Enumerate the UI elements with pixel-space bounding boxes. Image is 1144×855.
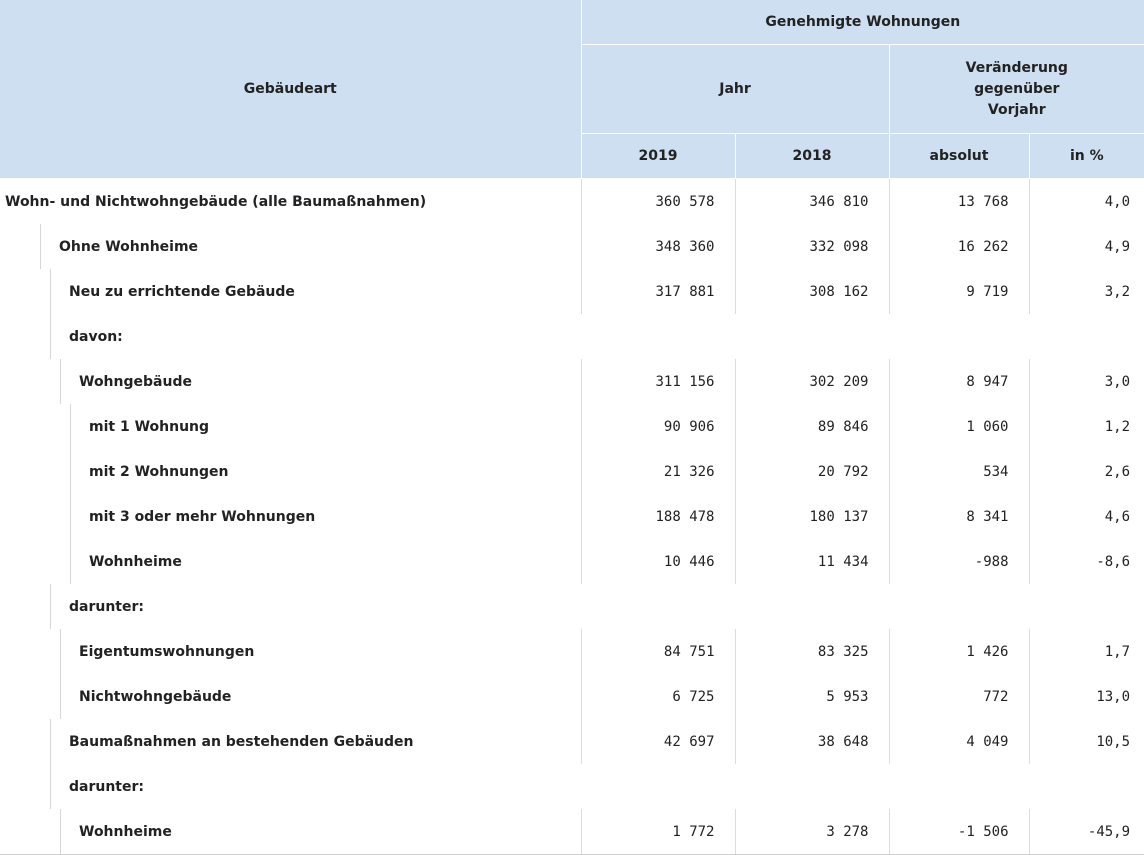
value-percent-change: 13,0 xyxy=(1029,674,1144,719)
row-label: darunter: xyxy=(69,598,144,615)
value-percent-change: 4,6 xyxy=(1029,494,1144,539)
value-2019: 6 725 xyxy=(581,674,735,719)
value-2019 xyxy=(581,584,735,629)
indent-guide xyxy=(60,674,61,719)
value-2018: 11 434 xyxy=(735,539,889,584)
value-percent-change: 10,5 xyxy=(1029,719,1144,764)
value-percent-change: 4,9 xyxy=(1029,224,1144,269)
value-percent-change: 2,6 xyxy=(1029,449,1144,494)
value-2018: 89 846 xyxy=(735,404,889,449)
table-row xyxy=(0,674,1144,719)
value-2019: 348 360 xyxy=(581,224,735,269)
value-2018: 38 648 xyxy=(735,719,889,764)
indent-guide xyxy=(50,314,51,359)
row-label: Wohnheime xyxy=(89,553,182,570)
table-row xyxy=(0,629,1144,674)
value-absolute-change: 1 426 xyxy=(889,629,1029,674)
indent-guide xyxy=(50,584,51,629)
row-label-cell xyxy=(0,674,581,719)
value-percent-change: 1,7 xyxy=(1029,629,1144,674)
row-label: mit 3 oder mehr Wohnungen xyxy=(89,508,316,525)
indent-guide xyxy=(60,359,61,404)
value-absolute-change: 1 060 xyxy=(889,404,1029,449)
row-label-cell xyxy=(0,764,581,809)
header-absolute: absolut xyxy=(889,134,1029,179)
value-absolute-change: 13 768 xyxy=(889,179,1029,225)
table-row xyxy=(0,584,1144,629)
value-2018 xyxy=(735,764,889,809)
table-row xyxy=(0,494,1144,539)
row-label-cell xyxy=(0,269,581,314)
header-change-line: gegenüber xyxy=(974,80,1060,97)
value-2018: 332 098 xyxy=(735,224,889,269)
value-absolute-change: 9 719 xyxy=(889,269,1029,314)
value-2019: 84 751 xyxy=(581,629,735,674)
value-absolute-change: 4 049 xyxy=(889,719,1029,764)
row-label: Neu zu errichtende Gebäude xyxy=(69,283,295,300)
indent-guide xyxy=(70,494,71,539)
row-label: mit 2 Wohnungen xyxy=(89,463,229,480)
row-label: Wohnheime xyxy=(79,823,172,840)
value-absolute-change: 772 xyxy=(889,674,1029,719)
row-label: Nichtwohngebäude xyxy=(79,688,232,705)
value-2018: 5 953 xyxy=(735,674,889,719)
value-percent-change xyxy=(1029,314,1144,359)
value-absolute-change: -1 506 xyxy=(889,809,1029,855)
indent-guide xyxy=(70,449,71,494)
table-row xyxy=(0,224,1144,269)
value-2018: 302 209 xyxy=(735,359,889,404)
row-label-cell xyxy=(0,359,581,404)
value-2018: 308 162 xyxy=(735,269,889,314)
row-label-cell xyxy=(0,314,581,359)
indent-guide xyxy=(50,764,51,809)
indent-guide xyxy=(50,269,51,314)
value-absolute-change: -988 xyxy=(889,539,1029,584)
header-2019: 2019 xyxy=(581,134,735,179)
row-label-cell xyxy=(0,449,581,494)
row-label: davon: xyxy=(69,328,123,345)
value-2019: 21 326 xyxy=(581,449,735,494)
table-row xyxy=(0,179,1144,225)
indent-guide xyxy=(50,719,51,764)
row-label: darunter: xyxy=(69,778,144,795)
row-label-cell xyxy=(0,809,581,855)
table-row xyxy=(0,719,1144,764)
row-label: mit 1 Wohnung xyxy=(89,418,210,435)
row-label-cell xyxy=(0,404,581,449)
value-2018 xyxy=(735,314,889,359)
value-percent-change: 3,0 xyxy=(1029,359,1144,404)
header-approved-dwellings: Genehmigte Wohnungen xyxy=(581,0,1144,45)
value-2019 xyxy=(581,764,735,809)
value-2019 xyxy=(581,314,735,359)
header-2018: 2018 xyxy=(735,134,889,179)
value-2019: 188 478 xyxy=(581,494,735,539)
value-2018: 20 792 xyxy=(735,449,889,494)
header-year-group: Jahr xyxy=(581,45,889,134)
header-building-type: Gebäudeart xyxy=(0,0,581,179)
indent-guide xyxy=(60,809,61,854)
value-2019: 90 906 xyxy=(581,404,735,449)
value-absolute-change xyxy=(889,314,1029,359)
value-percent-change: -8,6 xyxy=(1029,539,1144,584)
row-label-cell xyxy=(0,539,581,584)
value-percent-change: 1,2 xyxy=(1029,404,1144,449)
indent-guide xyxy=(60,629,61,674)
value-absolute-change: 8 947 xyxy=(889,359,1029,404)
row-label-cell xyxy=(0,494,581,539)
header-change-line: Veränderung xyxy=(965,59,1068,76)
table-row xyxy=(0,404,1144,449)
table-row xyxy=(0,539,1144,584)
value-percent-change: 3,2 xyxy=(1029,269,1144,314)
value-2018 xyxy=(735,584,889,629)
row-label: Baumaßnahmen an bestehenden Gebäuden xyxy=(69,733,414,750)
value-2019: 10 446 xyxy=(581,539,735,584)
value-2019: 1 772 xyxy=(581,809,735,855)
value-percent-change: 4,0 xyxy=(1029,179,1144,225)
header-change-group xyxy=(889,45,1144,134)
row-label: Eigentumswohnungen xyxy=(79,643,255,660)
row-label-cell xyxy=(0,629,581,674)
value-absolute-change: 534 xyxy=(889,449,1029,494)
row-label: Wohngebäude xyxy=(79,373,192,390)
value-2018: 346 810 xyxy=(735,179,889,225)
table-header xyxy=(0,0,1144,179)
value-absolute-change: 8 341 xyxy=(889,494,1029,539)
row-label: Ohne Wohnheime xyxy=(59,238,199,255)
value-percent-change: -45,9 xyxy=(1029,809,1144,855)
table-row xyxy=(0,359,1144,404)
table-row xyxy=(0,269,1144,314)
header-change-line: Vorjahr xyxy=(987,101,1046,118)
table-row xyxy=(0,809,1144,855)
value-2019: 360 578 xyxy=(581,179,735,225)
value-absolute-change xyxy=(889,764,1029,809)
row-label: Wohn- und Nichtwohngebäude (alle Baumaßnahmen) xyxy=(5,193,427,210)
indent-guide xyxy=(40,224,41,269)
table-body xyxy=(0,179,1144,855)
row-label-cell xyxy=(0,719,581,764)
table-row xyxy=(0,764,1144,809)
table-row xyxy=(0,449,1144,494)
value-absolute-change: 16 262 xyxy=(889,224,1029,269)
value-2018: 180 137 xyxy=(735,494,889,539)
value-2018: 3 278 xyxy=(735,809,889,855)
row-label-cell xyxy=(0,224,581,269)
header-percent: in % xyxy=(1029,134,1144,179)
value-2018: 83 325 xyxy=(735,629,889,674)
value-2019: 311 156 xyxy=(581,359,735,404)
indent-guide xyxy=(70,539,71,584)
value-2019: 317 881 xyxy=(581,269,735,314)
indent-guide xyxy=(70,404,71,449)
value-percent-change xyxy=(1029,764,1144,809)
row-label-cell xyxy=(0,179,581,225)
table-row xyxy=(0,314,1144,359)
value-absolute-change xyxy=(889,584,1029,629)
value-percent-change xyxy=(1029,584,1144,629)
row-label-cell xyxy=(0,584,581,629)
value-2019: 42 697 xyxy=(581,719,735,764)
